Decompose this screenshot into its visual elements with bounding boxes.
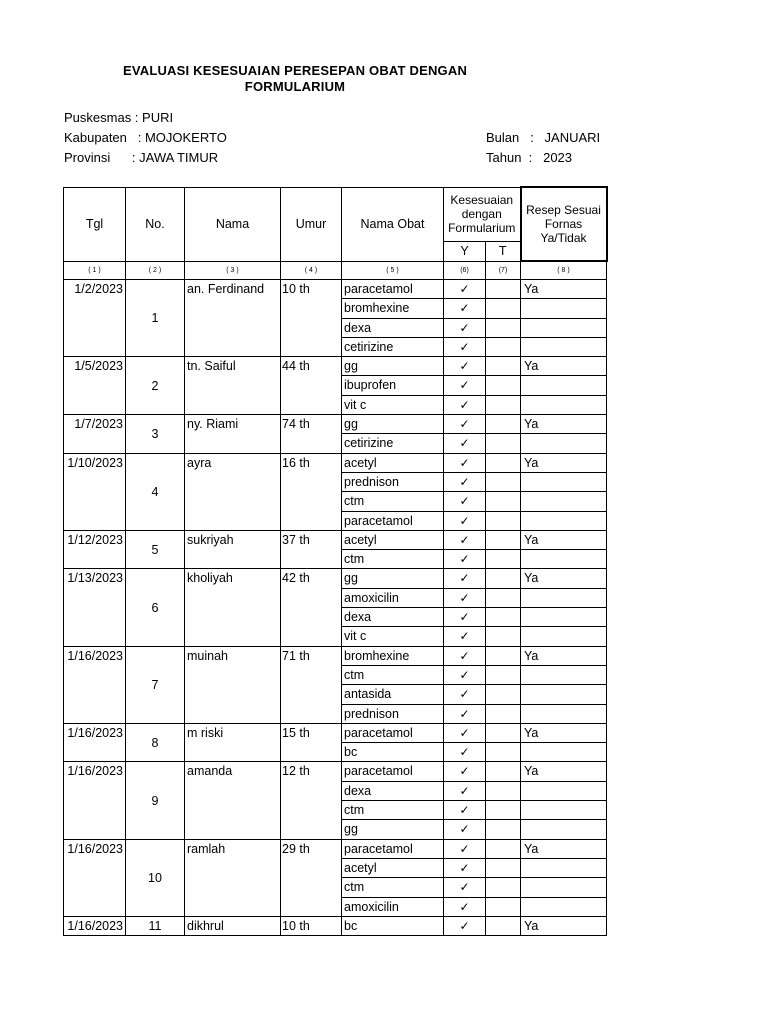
check-t-cell xyxy=(486,646,521,665)
age-cell: 15 th xyxy=(281,723,342,762)
resep-cell xyxy=(521,897,607,916)
patient-name-cell: kholiyah xyxy=(185,569,281,646)
drug-name-cell: paracetamol xyxy=(342,762,444,781)
table-row xyxy=(64,415,607,434)
document-title: EVALUASI KESESUAIAN PERESEPAN OBAT DENGAN xyxy=(122,63,468,78)
age-cell: 44 th xyxy=(281,357,342,415)
age-cell: 10 th xyxy=(281,280,342,357)
header-y: Y xyxy=(444,241,486,261)
drug-name-cell: amoxicilin xyxy=(342,588,444,607)
check-y-cell: ✓ xyxy=(444,801,486,820)
check-y-cell: ✓ xyxy=(444,434,486,453)
header-umur: Umur xyxy=(281,187,342,261)
check-t-cell xyxy=(486,453,521,472)
date-cell: 1/10/2023 xyxy=(64,453,126,530)
age-cell: 42 th xyxy=(281,569,342,646)
check-t-cell xyxy=(486,897,521,916)
date-cell: 1/16/2023 xyxy=(64,646,126,723)
resep-cell xyxy=(521,588,607,607)
puskesmas-label: Puskesmas : PURI xyxy=(64,110,174,125)
drug-name-cell: vit c xyxy=(342,395,444,414)
check-y-cell: ✓ xyxy=(444,299,486,318)
check-y-cell: ✓ xyxy=(444,453,486,472)
header-no: No. xyxy=(126,187,185,261)
check-y-cell: ✓ xyxy=(444,511,486,530)
resep-cell: Ya xyxy=(521,530,607,549)
resep-cell xyxy=(521,492,607,511)
drug-name-cell: gg xyxy=(342,569,444,588)
column-number: ( 5 ) xyxy=(342,261,444,280)
header-t: T xyxy=(486,241,521,261)
drug-name-cell: ctm xyxy=(342,550,444,569)
table-row xyxy=(64,839,607,858)
check-y-cell: ✓ xyxy=(444,608,486,627)
check-y-cell: ✓ xyxy=(444,743,486,762)
check-t-cell xyxy=(486,704,521,723)
table-row xyxy=(64,530,607,549)
drug-name-cell: acetyl xyxy=(342,858,444,877)
check-t-cell xyxy=(486,472,521,491)
check-y-cell: ✓ xyxy=(444,762,486,781)
check-t-cell xyxy=(486,608,521,627)
drug-name-cell: ibuprofen xyxy=(342,376,444,395)
drug-name-cell: paracetamol xyxy=(342,511,444,530)
check-t-cell xyxy=(486,318,521,337)
check-t-cell xyxy=(486,762,521,781)
age-cell: 12 th xyxy=(281,762,342,839)
drug-name-cell: ctm xyxy=(342,665,444,684)
check-t-cell xyxy=(486,858,521,877)
row-number-cell: 9 xyxy=(126,762,185,839)
check-y-cell: ✓ xyxy=(444,318,486,337)
check-y-cell: ✓ xyxy=(444,878,486,897)
row-number-cell: 8 xyxy=(126,723,185,762)
table-row xyxy=(64,569,607,588)
drug-name-cell: gg xyxy=(342,357,444,376)
row-number-cell: 1 xyxy=(126,280,185,357)
row-number-cell: 11 xyxy=(126,916,185,935)
drug-name-cell: dexa xyxy=(342,608,444,627)
check-t-cell xyxy=(486,511,521,530)
header-tgl: Tgl xyxy=(64,187,126,261)
check-y-cell: ✓ xyxy=(444,376,486,395)
drug-name-cell: antasida xyxy=(342,685,444,704)
age-cell: 16 th xyxy=(281,453,342,530)
date-cell: 1/16/2023 xyxy=(64,762,126,839)
resep-cell xyxy=(521,434,607,453)
patient-name-cell: m riski xyxy=(185,723,281,762)
drug-name-cell: paracetamol xyxy=(342,723,444,742)
table-row xyxy=(64,453,607,472)
drug-name-cell: paracetamol xyxy=(342,839,444,858)
row-number-cell: 2 xyxy=(126,357,185,415)
table-row xyxy=(64,916,607,935)
check-t-cell xyxy=(486,781,521,800)
patient-name-cell: ny. Riami xyxy=(185,415,281,454)
resep-cell: Ya xyxy=(521,357,607,376)
drug-name-cell: gg xyxy=(342,415,444,434)
check-t-cell xyxy=(486,492,521,511)
check-t-cell xyxy=(486,434,521,453)
check-y-cell: ✓ xyxy=(444,530,486,549)
date-cell: 1/5/2023 xyxy=(64,357,126,415)
date-cell: 1/12/2023 xyxy=(64,530,126,569)
table-row xyxy=(64,646,607,665)
check-t-cell xyxy=(486,376,521,395)
date-cell: 1/7/2023 xyxy=(64,415,126,454)
resep-cell xyxy=(521,395,607,414)
kabupaten-label: Kabupaten : MOJOKERTO xyxy=(64,130,227,145)
drug-name-cell: cetirizine xyxy=(342,434,444,453)
resep-cell: Ya xyxy=(521,415,607,434)
header-kesesuaian: Kesesuaian dengan Formularium xyxy=(444,187,521,241)
age-cell: 37 th xyxy=(281,530,342,569)
resep-cell: Ya xyxy=(521,723,607,742)
column-number: ( 1 ) xyxy=(64,261,126,280)
resep-cell xyxy=(521,299,607,318)
check-t-cell xyxy=(486,550,521,569)
resep-cell: Ya xyxy=(521,762,607,781)
drug-name-cell: bc xyxy=(342,743,444,762)
column-number: ( 3 ) xyxy=(185,261,281,280)
patient-name-cell: ayra xyxy=(185,453,281,530)
check-t-cell xyxy=(486,395,521,414)
check-t-cell xyxy=(486,627,521,646)
resep-cell: Ya xyxy=(521,916,607,935)
tahun-label: Tahun : 2023 xyxy=(486,150,573,165)
check-t-cell xyxy=(486,820,521,839)
resep-cell xyxy=(521,878,607,897)
check-y-cell: ✓ xyxy=(444,472,486,491)
date-cell: 1/13/2023 xyxy=(64,569,126,646)
check-y-cell: ✓ xyxy=(444,280,486,299)
age-cell: 29 th xyxy=(281,839,342,916)
drug-name-cell: dexa xyxy=(342,318,444,337)
row-number-cell: 10 xyxy=(126,839,185,916)
drug-name-cell: dexa xyxy=(342,781,444,800)
check-t-cell xyxy=(486,530,521,549)
column-number: ( 8 ) xyxy=(521,261,607,280)
check-t-cell xyxy=(486,337,521,356)
drug-name-cell: amoxicilin xyxy=(342,897,444,916)
provinsi-label: Provinsi : JAWA TIMUR xyxy=(64,150,219,165)
drug-name-cell: paracetamol xyxy=(342,280,444,299)
check-y-cell: ✓ xyxy=(444,646,486,665)
check-t-cell xyxy=(486,280,521,299)
resep-cell: Ya xyxy=(521,569,607,588)
check-y-cell: ✓ xyxy=(444,357,486,376)
patient-name-cell: muinah xyxy=(185,646,281,723)
drug-name-cell: acetyl xyxy=(342,530,444,549)
resep-cell xyxy=(521,685,607,704)
resep-cell xyxy=(521,318,607,337)
resep-cell xyxy=(521,472,607,491)
drug-name-cell: vit c xyxy=(342,627,444,646)
drug-name-cell: gg xyxy=(342,820,444,839)
check-y-cell: ✓ xyxy=(444,492,486,511)
age-cell: 74 th xyxy=(281,415,342,454)
check-y-cell: ✓ xyxy=(444,337,486,356)
check-y-cell: ✓ xyxy=(444,627,486,646)
drug-name-cell: cetirizine xyxy=(342,337,444,356)
date-cell: 1/2/2023 xyxy=(64,280,126,357)
column-number: (6) xyxy=(444,261,486,280)
resep-cell xyxy=(521,608,607,627)
check-y-cell: ✓ xyxy=(444,415,486,434)
check-y-cell: ✓ xyxy=(444,704,486,723)
column-number: ( 2 ) xyxy=(126,261,185,280)
header-nama: Nama xyxy=(185,187,281,261)
check-y-cell: ✓ xyxy=(444,588,486,607)
check-y-cell: ✓ xyxy=(444,395,486,414)
bulan-label: Bulan : JANUARI xyxy=(486,130,601,145)
check-t-cell xyxy=(486,743,521,762)
check-y-cell: ✓ xyxy=(444,858,486,877)
drug-name-cell: ctm xyxy=(342,878,444,897)
resep-cell: Ya xyxy=(521,646,607,665)
row-number-cell: 7 xyxy=(126,646,185,723)
drug-name-cell: bromhexine xyxy=(342,646,444,665)
row-number-cell: 5 xyxy=(126,530,185,569)
date-cell: 1/16/2023 xyxy=(64,723,126,762)
column-number: (7) xyxy=(486,261,521,280)
resep-cell xyxy=(521,665,607,684)
column-number: ( 4 ) xyxy=(281,261,342,280)
table-row xyxy=(64,280,607,299)
table-row xyxy=(64,357,607,376)
check-y-cell: ✓ xyxy=(444,665,486,684)
check-t-cell xyxy=(486,299,521,318)
check-y-cell: ✓ xyxy=(444,550,486,569)
check-t-cell xyxy=(486,569,521,588)
patient-name-cell: amanda xyxy=(185,762,281,839)
check-t-cell xyxy=(486,801,521,820)
patient-name-cell: sukriyah xyxy=(185,530,281,569)
prescription-table xyxy=(63,186,608,936)
document-title-line2: FORMULARIUM xyxy=(244,80,346,92)
check-t-cell xyxy=(486,415,521,434)
patient-name-cell: tn. Saiful xyxy=(185,357,281,415)
header-nama-obat: Nama Obat xyxy=(342,187,444,261)
drug-name-cell: bc xyxy=(342,916,444,935)
row-number-cell: 3 xyxy=(126,415,185,454)
check-t-cell xyxy=(486,357,521,376)
resep-cell xyxy=(521,376,607,395)
resep-cell xyxy=(521,704,607,723)
check-y-cell: ✓ xyxy=(444,569,486,588)
check-t-cell xyxy=(486,685,521,704)
resep-cell xyxy=(521,820,607,839)
resep-cell xyxy=(521,801,607,820)
check-y-cell: ✓ xyxy=(444,897,486,916)
resep-cell xyxy=(521,511,607,530)
check-t-cell xyxy=(486,588,521,607)
drug-name-cell: bromhexine xyxy=(342,299,444,318)
age-cell: 10 th xyxy=(281,916,342,935)
patient-name-cell: dikhrul xyxy=(185,916,281,935)
resep-cell xyxy=(521,781,607,800)
age-cell: 71 th xyxy=(281,646,342,723)
header-resep: Resep Sesuai Fornas Ya/Tidak xyxy=(521,187,607,261)
table-row xyxy=(64,723,607,742)
row-number-cell: 6 xyxy=(126,569,185,646)
check-y-cell: ✓ xyxy=(444,781,486,800)
drug-name-cell: acetyl xyxy=(342,453,444,472)
check-y-cell: ✓ xyxy=(444,839,486,858)
date-cell: 1/16/2023 xyxy=(64,916,126,935)
check-t-cell xyxy=(486,839,521,858)
check-t-cell xyxy=(486,916,521,935)
row-number-cell: 4 xyxy=(126,453,185,530)
resep-cell: Ya xyxy=(521,453,607,472)
table-row xyxy=(64,762,607,781)
check-y-cell: ✓ xyxy=(444,820,486,839)
check-t-cell xyxy=(486,723,521,742)
drug-name-cell: prednison xyxy=(342,472,444,491)
drug-name-cell: ctm xyxy=(342,492,444,511)
resep-cell xyxy=(521,550,607,569)
check-t-cell xyxy=(486,878,521,897)
patient-name-cell: an. Ferdinand xyxy=(185,280,281,357)
check-y-cell: ✓ xyxy=(444,723,486,742)
resep-cell xyxy=(521,858,607,877)
patient-name-cell: ramlah xyxy=(185,839,281,916)
page-bottom-margin xyxy=(0,940,768,1024)
resep-cell xyxy=(521,627,607,646)
check-t-cell xyxy=(486,665,521,684)
resep-cell: Ya xyxy=(521,280,607,299)
check-y-cell: ✓ xyxy=(444,685,486,704)
drug-name-cell: ctm xyxy=(342,801,444,820)
resep-cell xyxy=(521,743,607,762)
drug-name-cell: prednison xyxy=(342,704,444,723)
resep-cell: Ya xyxy=(521,839,607,858)
date-cell: 1/16/2023 xyxy=(64,839,126,916)
check-y-cell: ✓ xyxy=(444,916,486,935)
resep-cell xyxy=(521,337,607,356)
